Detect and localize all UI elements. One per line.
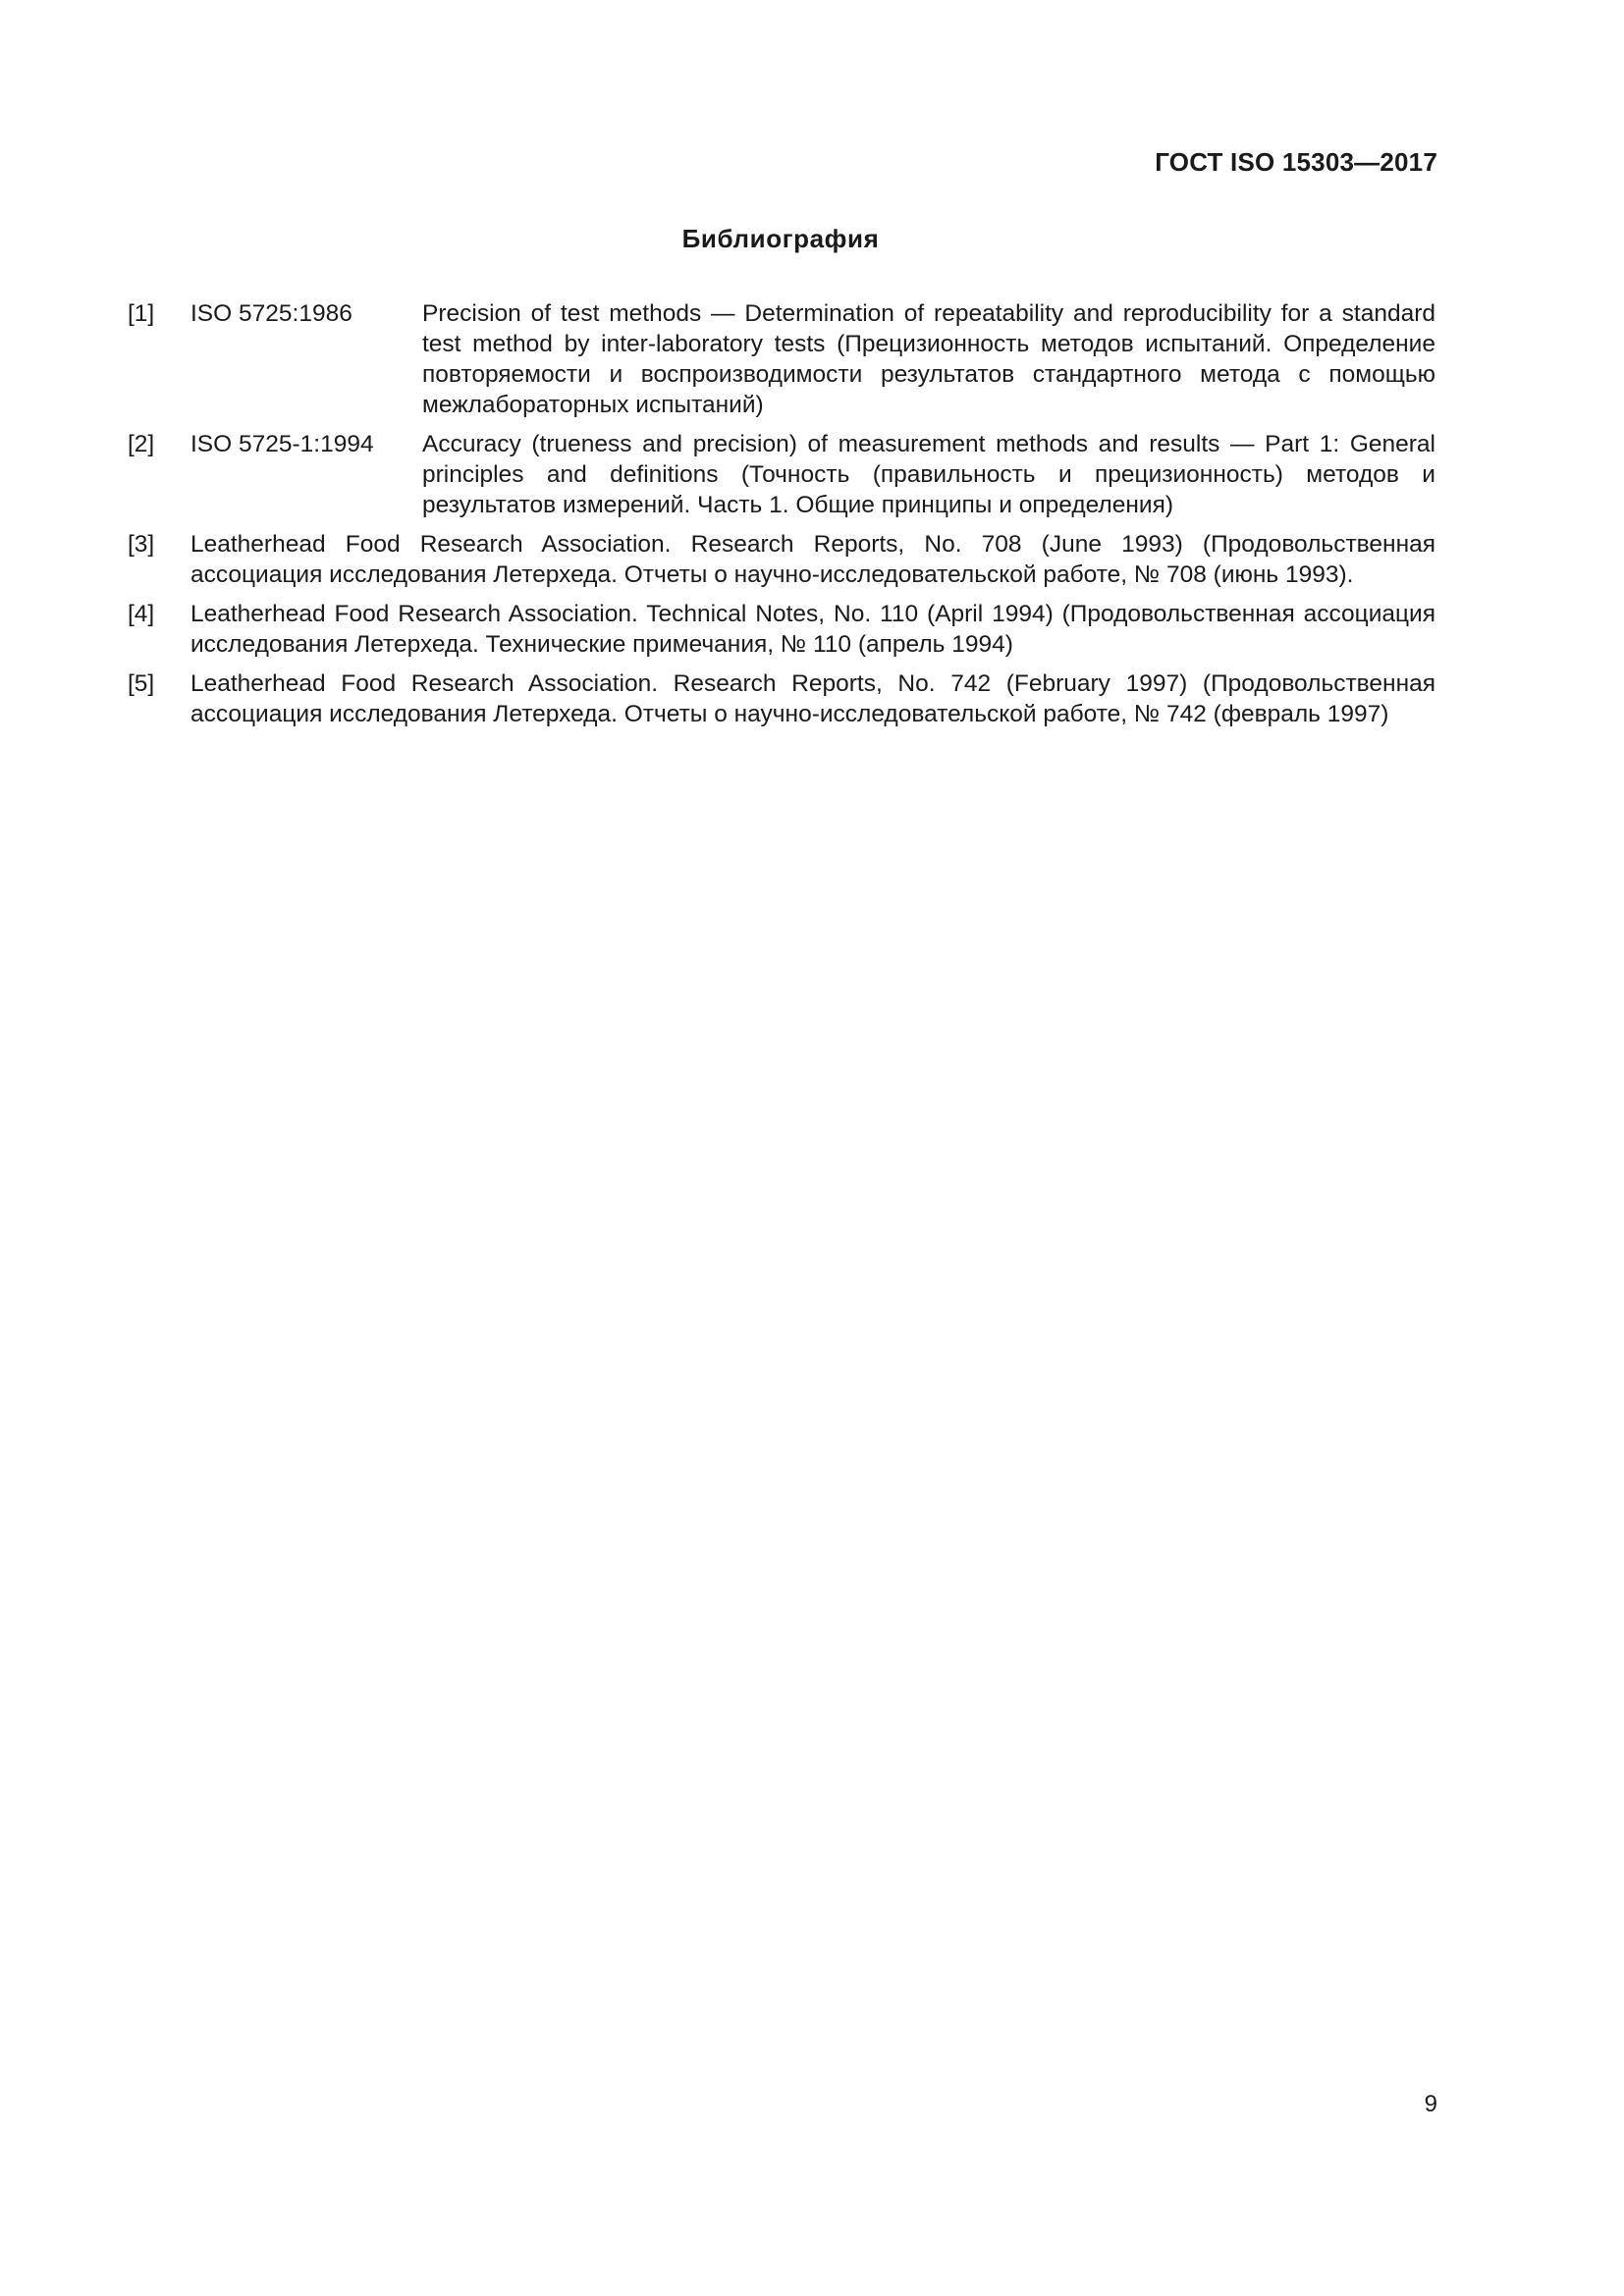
entry-standard-code: ISO 5725-1:1994 <box>190 431 374 457</box>
bibliography-entry <box>128 298 1435 420</box>
entry-text: Leatherhead Food Research Association. Research Reports, No. 708 (June 1993) (Продовольственная ассоциация исследования Летерхеда. Отчеты о научно-исследовательской работе, № 708 (июнь 1993). <box>190 531 1435 588</box>
entry-number: [4] <box>128 601 155 627</box>
bibliography-entry <box>128 668 1435 729</box>
entry-text: Leatherhead Food Research Association. Research Reports, No. 742 (February 1997) (Продовольственная ассоциация исследования Летерхеда. Отчеты о научно-исследовательской работе, № 742 (февраль 1997) <box>190 670 1435 727</box>
entry-standard-code: ISO 5725:1986 <box>190 300 352 327</box>
entry-text: Leatherhead Food Research Association. Technical Notes, No. 110 (April 1994) (Продовольственная ассоциация исследования Летерхеда. Технические примечания, № 110 (апрель 1994) <box>190 601 1435 658</box>
page-title: Библиография <box>681 224 880 253</box>
bibliography-entry <box>128 599 1435 660</box>
bibliography-entry <box>128 429 1435 520</box>
document-header-code: ГОСТ ISO 15303—2017 <box>1155 147 1437 177</box>
entry-number: [5] <box>128 670 155 697</box>
page-number: 9 <box>1424 2091 1437 2117</box>
entry-number: [3] <box>128 531 155 558</box>
entry-number: [2] <box>128 431 155 457</box>
bibliography-list <box>128 298 1435 738</box>
entry-number: [1] <box>128 300 155 327</box>
entry-text: Precision of test methods — Determination of repeatability and reproducibility for a standard test method by inter-laboratory tests (Прецизионность методов испытаний. Определение повторяемости и воспроизводимости результатов стандартного метода с помощью межлабораторных испытаний) <box>422 300 1435 418</box>
bibliography-entry <box>128 529 1435 590</box>
entry-text: Accuracy (trueness and precision) of measurement methods and results — Part 1: General principles and definitions (Точность (правильность и прецизионность) методов и результатов измерений. Часть 1. Общие принципы и определения) <box>422 431 1435 518</box>
